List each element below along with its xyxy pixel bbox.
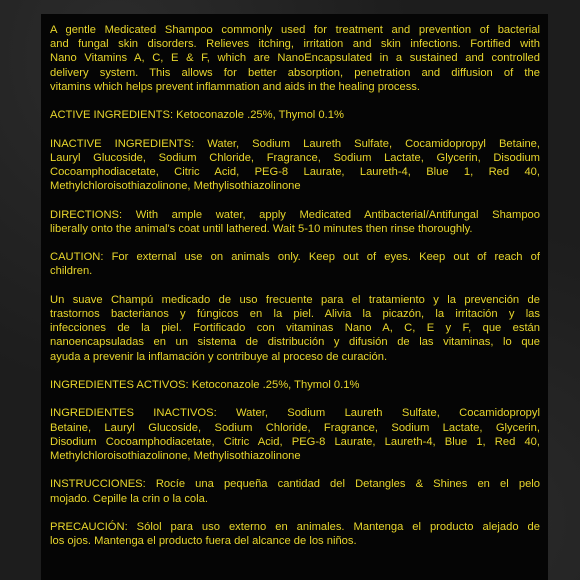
paragraph-instructions-es <box>50 477 540 505</box>
text-line: vitamins which helps prevent inflammation and aids in the healing process. <box>50 80 421 93</box>
text-line: mojado. Cepille la crin o la cola. <box>50 492 208 505</box>
paragraph-directions-en <box>50 208 540 236</box>
text-line: Un suave Champú medicado de uso frecuente para el tratamiento y la prevención de <box>50 293 540 306</box>
text-line: and fungal skin disorders. Relieves itching, irritation and skin infections. Fortified with <box>50 38 540 51</box>
text-line: delivery system. This allows for better absorption, penetration and diffusion of the <box>50 66 540 79</box>
text-line: PRECAUCIÓN: Sólol para uso externo en animales. Mantenga el producto alejado de <box>50 520 540 533</box>
text-line: Methylchloroisothiazolinone, Methylisothiazolinone <box>50 449 301 462</box>
paragraph-active-ingredients-en <box>50 108 540 122</box>
text-line: INGREDIENTES INACTIVOS: Water, Sodium Laureth Sulfate, Cocamidopropyl <box>50 407 540 420</box>
text-line: Lauryl Glucoside, Sodium Chloride, Fragrance, Sodium Lactate, Glycerin, Disodium <box>50 151 540 164</box>
text-line: Cocoamphodiacetate, Citric Acid, PEG-8 Laurate, Laureth-4, Blue 1, Red 40, <box>50 166 540 178</box>
text-line: nanoencapsuladas en un sistema de distribución y difusión de las vitaminas, lo que <box>50 336 540 349</box>
text-line: Nano Vitamins A, C, E & F, which are NanoEncapsulated in a sustained and controlled <box>50 52 540 65</box>
paragraph-description-es <box>50 293 540 364</box>
text-line: INACTIVE INGREDIENTS: Water, Sodium Laureth Sulfate, Cocamidopropyl Betaine, <box>50 137 540 150</box>
paragraph-caution-en <box>50 250 540 278</box>
text-line: infecciones de la piel. Fortificado con vitaminas Nano A, C, E y F, que están <box>50 322 540 335</box>
text-line: DIRECTIONS: With ample water, apply Medicated Antibacterial/Antifungal Shampoo <box>50 208 540 221</box>
text-line: ayuda a prevenir la inflamación y contribuye al proceso de curación. <box>50 350 388 363</box>
text-line: children. <box>50 265 93 278</box>
text-line: Betaine, Lauryl Glucoside, Sodium Chloride, Fragrance, Sodium Lactate, Glycerin, <box>50 421 540 434</box>
paragraph-inactive-ingredients-es <box>50 406 540 463</box>
text-line: ACTIVE INGREDIENTS: Ketoconazole .25%, Thymol 0.1% <box>50 109 344 122</box>
text-line: trastornos bacterianos y fúngicos en la piel. Alivia la picazón, la irritación y las <box>50 307 540 320</box>
text-line: A gentle Medicated Shampoo commonly used for treatment and prevention of bacterial <box>50 24 540 36</box>
paragraph-active-ingredients-es <box>50 378 540 392</box>
text-line: INSTRUCCIONES: Rocíe una pequeña cantidad del Detangles & Shines en el pelo <box>50 478 540 491</box>
text-line: Methylchloroisothiazolinone, Methylisothiazolinone <box>50 180 301 193</box>
paragraph-inactive-ingredients-en <box>50 137 540 194</box>
paragraph-description-en <box>50 23 540 94</box>
text-line: INGREDIENTES ACTIVOS: Ketoconazole .25%, Thymol 0.1% <box>50 378 360 391</box>
text-line: CAUTION: For external use on animals only. Keep out of eyes. Keep out of reach of <box>50 251 540 264</box>
label-text-panel <box>41 14 548 580</box>
text-line: Disodium Cocoamphodiacetate, Citric Acid, PEG-8 Laurate, Laureth-4, Blue 1, Red 40, <box>50 435 540 448</box>
text-line: liberally onto the animal's coat until lathered. Wait 5-10 minutes then rinse thoroughly. <box>50 222 473 235</box>
text-line: los ojos. Mantenga el producto fuera del alcance de los niños. <box>50 535 357 548</box>
paragraph-precaution-es <box>50 520 540 548</box>
